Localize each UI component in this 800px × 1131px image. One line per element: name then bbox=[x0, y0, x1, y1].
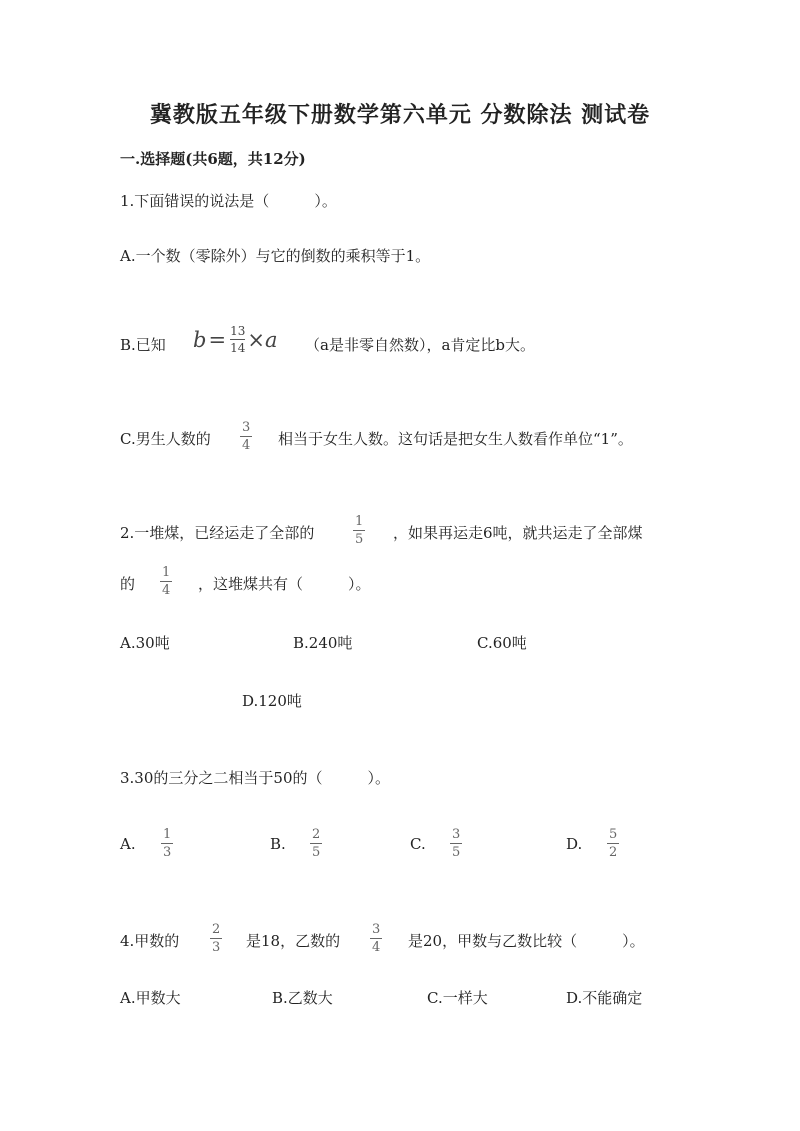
q1-option-a: A.一个数（零除外）与它的倒数的乘积等于1。 bbox=[120, 247, 431, 265]
q3-option-d-fraction bbox=[607, 828, 619, 859]
q2-stem-middle: ，如果再运走6吨，就共运走了全部煤 bbox=[393, 524, 643, 542]
fraction-numerator: 1 bbox=[162, 565, 171, 580]
fraction-numerator: 3 bbox=[452, 827, 461, 842]
fraction-bar bbox=[210, 938, 222, 939]
formula-lhs: b bbox=[193, 327, 207, 352]
q3-option-b-fraction bbox=[310, 828, 322, 859]
q2-option-b: B.240吨 bbox=[293, 634, 353, 652]
fraction-bar bbox=[310, 843, 322, 844]
q3-option-c-label: C. bbox=[410, 835, 426, 853]
fraction-denominator: 4 bbox=[242, 438, 251, 453]
fraction-numerator: 1 bbox=[163, 827, 172, 842]
fraction-denominator: 3 bbox=[212, 940, 221, 955]
q4-fraction-1 bbox=[210, 923, 222, 954]
q2-line2-prefix: 的 bbox=[120, 575, 136, 593]
q2-option-a: A.30吨 bbox=[120, 634, 170, 652]
fraction-numerator: 13 bbox=[230, 324, 246, 338]
fraction-denominator: 4 bbox=[372, 940, 381, 955]
fraction-numerator: 2 bbox=[312, 827, 321, 842]
q2-fraction-1 bbox=[353, 515, 365, 546]
q3-option-a-label: A. bbox=[120, 835, 136, 853]
fraction-denominator: 5 bbox=[312, 845, 321, 860]
fraction-denominator: 4 bbox=[162, 583, 171, 598]
q2-line2-suffix: ，这堆煤共有（ ）。 bbox=[198, 575, 371, 593]
q2-stem-prefix: 2.一堆煤，已经运走了全部的 bbox=[120, 524, 315, 542]
q1-option-b-suffix: （a是非零自然数），a肯定比b大。 bbox=[305, 336, 535, 354]
fraction-bar bbox=[370, 938, 382, 939]
q4-fraction-2 bbox=[370, 923, 382, 954]
q3-stem: 3.30的三分之二相当于50的（ ）。 bbox=[120, 769, 390, 787]
q4-stem-middle: 是18，乙数的 bbox=[246, 932, 341, 950]
fraction-bar bbox=[161, 843, 173, 844]
q1-option-c-suffix: 相当于女生人数。这句话是把女生人数看作单位“1”。 bbox=[278, 430, 633, 448]
fraction-denominator: 5 bbox=[452, 845, 461, 860]
formula-fraction bbox=[230, 325, 245, 354]
q2-fraction-2 bbox=[160, 566, 172, 597]
formula-rhs: ×a bbox=[247, 327, 278, 352]
fraction-denominator: 2 bbox=[609, 845, 618, 860]
fraction-bar bbox=[607, 843, 619, 844]
q3-option-d-label: D. bbox=[566, 835, 583, 853]
formula-equals: = bbox=[208, 327, 227, 352]
fraction-numerator: 2 bbox=[212, 922, 221, 937]
page-title: 冀教版五年级下册数学第六单元 分数除法 测试卷 bbox=[149, 102, 651, 128]
fraction-bar bbox=[240, 436, 252, 437]
q3-option-a-fraction bbox=[161, 828, 173, 859]
q1-stem: 1.下面错误的说法是（ ）。 bbox=[120, 192, 337, 210]
q2-option-d: D.120吨 bbox=[242, 692, 302, 710]
q4-option-c: C.一样大 bbox=[427, 989, 488, 1007]
q4-option-a: A.甲数大 bbox=[120, 989, 181, 1007]
fraction-numerator: 3 bbox=[242, 420, 251, 435]
fraction-denominator: 3 bbox=[163, 845, 172, 860]
q4-option-d: D.不能确定 bbox=[566, 989, 643, 1007]
fraction-denominator: 5 bbox=[355, 532, 364, 547]
q3-option-c-fraction bbox=[450, 828, 462, 859]
q1-option-b-formula bbox=[193, 325, 277, 354]
q1-option-c-prefix: C.男生人数的 bbox=[120, 430, 211, 448]
q4-stem-suffix: 是20，甲数与乙数比较（ ）。 bbox=[408, 932, 645, 950]
q3-option-b-label: B. bbox=[270, 835, 286, 853]
q2-option-c: C.60吨 bbox=[477, 634, 527, 652]
q1-option-c-fraction bbox=[240, 421, 252, 452]
fraction-denominator: 14 bbox=[230, 341, 246, 355]
fraction-bar bbox=[160, 581, 172, 582]
fraction-numerator: 3 bbox=[372, 922, 381, 937]
q4-option-b: B.乙数大 bbox=[272, 989, 333, 1007]
fraction-bar bbox=[353, 530, 365, 531]
q1-option-b-prefix: B.已知 bbox=[120, 336, 166, 354]
fraction-bar bbox=[230, 339, 245, 340]
fraction-bar bbox=[450, 843, 462, 844]
fraction-numerator: 5 bbox=[609, 827, 618, 842]
q4-stem-prefix: 4.甲数的 bbox=[120, 932, 180, 950]
fraction-numerator: 1 bbox=[355, 514, 364, 529]
section-heading: 一.选择题(共6题，共12分) bbox=[120, 150, 306, 168]
